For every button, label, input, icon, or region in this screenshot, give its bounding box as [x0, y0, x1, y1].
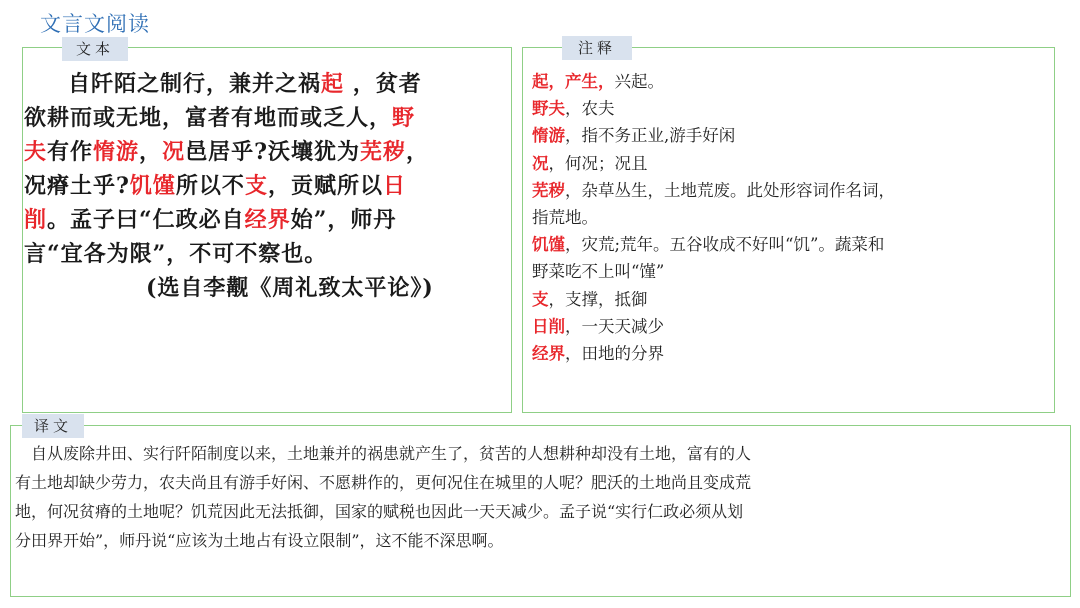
note-item	[532, 122, 1047, 149]
passage-line	[24, 203, 496, 237]
note-item	[532, 68, 1047, 95]
note-item	[532, 286, 1047, 313]
note-definition: ，杂草丛生，土地荒废。此处形容词作名词，	[565, 180, 895, 200]
passage-text: 言“宜各为限”，不可不察也。	[24, 241, 328, 267]
translation-line: 分田界开始”，师丹说“应该为土地占有设立限制”，这不能不深思啊。	[15, 531, 504, 550]
passage-text: 自阡陌之制行，兼并之祸	[68, 71, 322, 97]
notes-tab: 注释	[562, 36, 632, 60]
passage-text: ，	[139, 139, 163, 165]
passage-text: 有作	[47, 139, 94, 165]
passage-text: 。孟子曰“仁政必自	[47, 207, 245, 233]
translation-text	[15, 439, 1065, 555]
highlighted-term: 经界	[244, 207, 291, 233]
passage-text: 始”，师丹	[290, 207, 397, 233]
original-text-tab: 文本	[62, 37, 128, 61]
classical-passage	[24, 67, 496, 305]
highlighted-term: 野	[392, 105, 416, 131]
note-term: 饥馑	[532, 235, 565, 255]
note-definition: 指荒地。	[532, 208, 598, 228]
note-definition: ，田地的分界	[565, 344, 664, 364]
page-title: 文言文阅读	[40, 12, 150, 36]
translation-line: 自从废除井田、实行阡陌制度以来，土地兼并的祸患就产生了，贫苦的人想耕种却没有土地，富有的人	[15, 444, 752, 463]
highlighted-term: 惰游	[93, 139, 140, 165]
note-definition: ，一天天减少	[565, 316, 664, 336]
translation-line: 地，何况贫瘠的土地呢？饥荒因此无法抵御，国家的赋税也因此一天天减少。孟子说“实行仁政必须从划	[15, 502, 744, 521]
note-definition: ，何况；况且	[548, 153, 648, 173]
note-definition: 野菜吃不上叫“馑”	[532, 262, 665, 282]
passage-source: (选自李觏《周礼致太平论》)	[146, 275, 434, 301]
note-term: 惰游	[532, 126, 565, 146]
passage-line	[24, 237, 496, 271]
note-term: 芜秽	[532, 180, 565, 200]
passage-text: 况瘠土乎?	[24, 173, 130, 199]
note-item	[532, 95, 1047, 122]
passage-text: 欲耕而或无地，富者有地而或乏人，	[24, 105, 393, 131]
highlighted-term: 夫	[24, 139, 48, 165]
passage-text: ，贫者	[344, 71, 422, 97]
passage-line	[24, 169, 496, 203]
translation-line: 有土地却缺少劳力，农夫尚且有游手好闲、不愿耕作的，更何况住在城里的人呢？肥沃的土地尚且变成荒	[15, 473, 752, 492]
passage-line	[24, 67, 496, 101]
note-definition: ，灾荒;荒年。五谷收成不好叫“饥”。蔬菜和	[565, 235, 885, 255]
highlighted-term: 日	[382, 173, 406, 199]
note-definition: 兴起。	[614, 72, 664, 91]
note-item	[532, 231, 1047, 258]
note-term: 经界	[532, 344, 565, 364]
note-item	[532, 258, 1047, 285]
highlighted-term: 饥馑	[129, 173, 176, 199]
note-item	[532, 340, 1047, 367]
note-term: 日削	[532, 316, 565, 336]
note-definition: ，指不务正业,游手好闲	[565, 126, 736, 146]
passage-text: 所以不	[175, 173, 245, 199]
highlighted-term: 削	[24, 207, 48, 233]
note-item	[532, 204, 1047, 231]
note-item	[532, 150, 1047, 177]
note-definition: ，农夫	[565, 99, 615, 119]
highlighted-term: 芜秽	[359, 139, 406, 165]
passage-text: 邑居乎?沃壤犹为	[185, 139, 360, 165]
notes-list	[532, 68, 1047, 367]
note-term: 况	[532, 153, 549, 173]
note-term: 起，产生，	[532, 72, 615, 91]
translation-tab: 译文	[22, 414, 84, 438]
highlighted-term: 支	[244, 173, 268, 199]
note-term: 支	[532, 289, 549, 309]
passage-line	[24, 101, 496, 135]
passage-text: ，	[406, 139, 430, 165]
passage-line	[24, 135, 496, 169]
note-definition: ，支撑，抵御	[548, 289, 648, 309]
note-term: 野夫	[532, 99, 565, 119]
note-item	[532, 177, 1047, 204]
highlighted-term: 起	[321, 71, 345, 97]
highlighted-term: 况	[162, 139, 186, 165]
note-item	[532, 313, 1047, 340]
passage-text: ，贡赋所以	[267, 173, 383, 199]
